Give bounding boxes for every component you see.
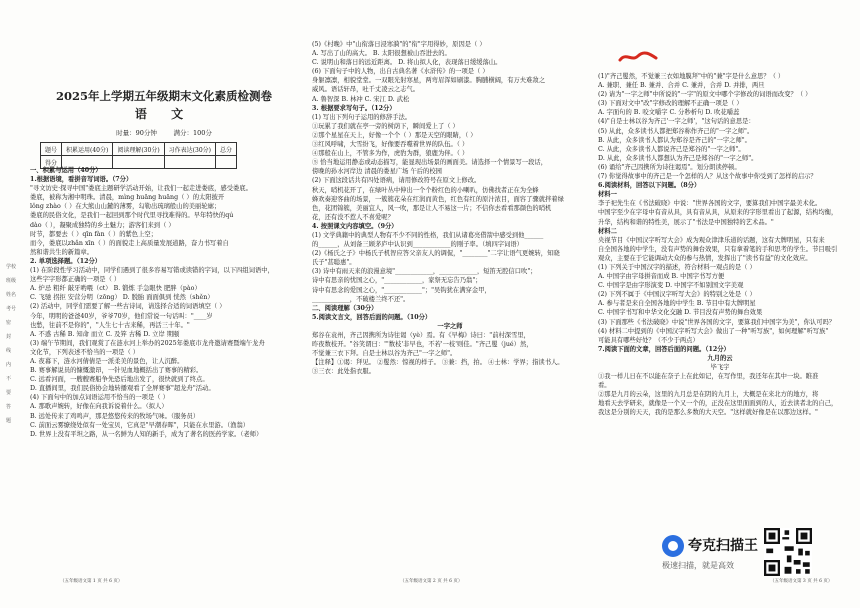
text-line: (3) 诗中有雨天来的浪漫意境"____________，____________，短笛无腔信口吹"；	[312, 268, 537, 276]
text-line: D. 直播间里，我们民俗协会地转播观看了全屏赛事"超龙舟"活动。	[30, 385, 215, 393]
text-line: 九月的云	[707, 354, 733, 362]
text-line: 6.阅读材料，回答以下问题。（8分）	[598, 182, 701, 190]
text-line: B. 赛事解说员的慷慨激昂，一针见血地概括出了赛事的精彩。	[30, 367, 203, 375]
text-line: (5) 从此，众多读书人都把郑谷称作齐己的"一字之师"。	[598, 127, 754, 135]
text-line: (4) 下面句中的加点词语运用不恰当的一项是（ ）	[30, 394, 169, 402]
text-line: 时节，都要去（ ）qīn fàn（ ）的紫色上空；	[30, 230, 157, 238]
text-line: C. 前面云雾缭绕处似有一处宝贝，它真是"早潮春晖"，只能在水里游。（渔翁）	[30, 421, 250, 429]
text-line: A. 鲁智深 B. 林冲 C. 宋江 D. 武松	[312, 95, 410, 103]
text-line: 花，还有没不惹人不喜爱呢？	[312, 213, 394, 221]
text-line: 娄底，被称为湘中明珠。清晨，mìng huāng huāng（ ）的太阳披开	[30, 194, 225, 202]
text-line: D. 从此，众多读书人都想认为齐己是郑谷的"一字之师"。	[598, 154, 758, 162]
text-line: (6) 诵给"齐己因携所为诗往谒焉"。划分朗读停顿。	[598, 163, 741, 171]
text-line: 傍晚的孙水河岸边 清晨的娄星广场 午后的校园	[312, 168, 442, 176]
page-footer-3: （五年级语文第 3 页 共 6 页）	[770, 579, 833, 584]
text-line: 这些字字形都正确的一项是（ ）	[30, 276, 121, 284]
text-line: C. 远看河面，一艘艘赛船争先恐后地出发了，很快就到了终点。	[30, 376, 209, 384]
text-line: D. 世界上没有平坦之路，从一名鲜为人知的新手，成为了著名的医药学家。（老师）	[30, 430, 263, 438]
exam-title: 2025年上学期五年级期末文化素质检测卷	[55, 89, 272, 103]
text-line: 央视节目《中国汉字听写大会》成为观众津津乐道的话题，这有大牌明星，只有来	[598, 236, 825, 244]
text-line: 氏子"甚聪惠"。	[312, 259, 356, 267]
text-line: 文化节，下列表述不恰当的一项是（ ）	[30, 348, 140, 356]
text-line: A. 兼职、兼任 B. 兼并、合并 C. 兼并，合并 D. 并排，两旦	[598, 82, 765, 90]
time-label: 时量：90分钟	[116, 129, 157, 137]
text-line: lǒng zhào（ ）在大熊山山麓的薄雾，勾勒出琉璃般山的美丽轮廓；	[30, 203, 221, 211]
text-line: 郑谷在袁州，齐己因携所为诗往谒（yè）焉。有《早梅》诗曰："前村深雪里，	[312, 332, 530, 339]
text-line: (3) 下面那些《书法破晓》中说"世界各国的文字，要算我们中国字为美"，你认可吗？	[598, 318, 836, 326]
text-line: A. 中国字由字母拼音而成 B. 中国字书写方便	[598, 273, 725, 281]
text-line: 5.阅读文言文，回答后面的问题。（10分）	[312, 313, 432, 321]
text-line: (1)"齐己矍然，不觉兼三衣如地膜拜"中的"兼"字是什么意思？（ ）	[598, 73, 785, 80]
text-line: ①玩累了我们就在亭一旁的树荫下，瞬间爱上了（ ）	[312, 122, 459, 130]
binding-margin-text: 学校 班级 姓名 考号 密 封 线 内 不 要 答 题	[6, 264, 17, 424]
scanner-tagline: 极速扫描，就是高效	[662, 561, 734, 570]
text-line: "寻文访史·探寻中国"娄底主题研学活动开始，让我们一起走进娄底，感受娄底。	[30, 185, 252, 193]
text-line: A. 那歌声婉转，好像在向我诉说着什么。（拟人）	[30, 403, 168, 411]
text-line: (7) 你觉得故事中的齐己是一个怎样的人？从这个故事中你受到了怎样的启示？	[598, 173, 817, 181]
text-line: 可能具有哪些好处？（不少于两点）	[598, 336, 699, 344]
text-line: 诗中有思念的爱国之心，"____________"；"吴钩犹在满穿金甲，	[312, 286, 491, 294]
text-line: ③三衣：此处指衣服。	[312, 368, 375, 376]
score-cell: 积累运用(40分)	[62, 143, 113, 156]
text-line: (5)《村晚》中"山衔落日浸寒漪"的"衔"字用得妙，原因是（ ）	[312, 41, 486, 48]
text-line: 昨夜数枝开。"谷笑谓曰："'数枝'非早也，不若'一枝'则佳。"齐己矍（jué）然，	[312, 341, 533, 349]
score-cell: 总分	[216, 143, 237, 156]
text-line: (3) 端午节期间，我们观赏了在涟水河上举办的2025年娄底市龙舟邀请赛暨端午龙舟	[30, 339, 265, 347]
text-line: C. 中国字书写和中华文化交融 D. 节目没有声势的舞台效果	[598, 309, 763, 317]
score-cell: 题号	[41, 143, 62, 156]
text-line: 的______，从刘备三顾茅庐中认识到____________的刚子率。（填四字词语）	[312, 241, 523, 249]
text-line: 自全国各地的中学生，没有声势的舞台效果，只有拿着笔的手和思考的学生。节目吸引	[598, 245, 838, 253]
text-line: 诗中有思亲的忧国之心，"____________，家祭无忘告乃翁"；	[312, 277, 482, 285]
text-line: (1) 在阶段性学习活动中，同学们遇到了很多容易写错或读错的字词，以下四组词语中，	[30, 267, 274, 275]
text-line: (2) 请为"一字之师"中所说的"一字"的原文中哪个字修改的词语而改变？（ ）	[598, 91, 812, 99]
text-line: (1) 下列关于中国汉字的描述，符合材料一观点的是（ ）	[598, 263, 756, 271]
score-table	[40, 142, 237, 169]
text-line: 1.根据语境，看拼音写词语。（7分）	[30, 176, 133, 184]
text-line: 2. 单项选择题。（12分）	[30, 257, 102, 265]
text-line: 而今，娄底以zhǎn xīn（ ）的面貌走上高质量发展道路，奋力书写着自	[30, 239, 229, 247]
text-line: 李子祀先生在《书法破晓》中说："世界各国的文字，要算我们中国字最美术化。	[598, 200, 822, 208]
text-line: 色，花团锦簇，美丽宜人，风一吹，那是让人不易这一片；不信你去看看那颜色的哨机	[312, 204, 552, 212]
text-line: 升华，结构和谐的特性美，展示了"书法是中国独特的艺术品。"	[598, 218, 774, 226]
score-cell: 习作表达(30分)	[164, 143, 215, 156]
page-footer-2: （五年级语文第 2 页 共 6 页）	[400, 579, 463, 584]
text-line: A. 字面句的 B. 咬文嚼字 C. 分秒析句 D. 吹花嚼蕊	[598, 109, 740, 117]
text-line: (1) 文学典籍中的典型人物有不少不同的性格，我们从诸葛亮借箭中感受到他______	[312, 231, 544, 239]
text-line: dào（ ），凝聚成独特的乡土魅力；游客们来到（ ）	[30, 221, 175, 229]
text-line: ④那般在山上，不管多为作，虎豹为群，狼鹿为伴。（ ）	[312, 150, 469, 158]
text-line: (3) 下面对文中"改"字修改的理解不正确一项是（ ）	[598, 100, 743, 108]
score-label: 满分：100分	[173, 129, 212, 137]
text-line: (4)"自是士林以谷为齐己'一字之师'，"这句话的意思是：	[598, 118, 755, 126]
text-line: A. 炉忌 粗纤 敲牙哟喂（ct） B. 锻炼 手急眼快 肥胖（pào）	[30, 285, 201, 293]
text-line: C. 说明山和落日的远近距离。 D. 将山拟人化，表现落日缓缓落山。	[312, 59, 502, 67]
exam-meta	[30, 128, 298, 137]
text-line: 一、积累与运用（40分）	[30, 167, 102, 174]
text-line: (4) 材料二中提到的《中国汉字听写大会》做出了一种"听写族"，如何理解"听写族"	[598, 327, 829, 335]
text-line: (1) 写出下列句子运用的修辞手法。	[312, 113, 412, 121]
text-line: 威风。语话轩昂，吐千丈凌云之志气。	[312, 86, 420, 94]
score-cell: 得分	[41, 156, 62, 169]
page-3-column	[598, 72, 842, 418]
text-line: (2)《杨氏之子》中杨氏子机智应答父亲友人的调侃，"________"二字让语气更婉转，知晓	[312, 250, 560, 258]
text-line: 然和谐共生的新篇章。	[30, 248, 93, 256]
text-line: 4. 按照课文内容填空。（9分）	[312, 222, 398, 230]
text-line: ____________，不破楼兰终不还"。	[312, 295, 410, 303]
text-line: (2) 活动中，同学们需要了解一些古诗词，请选择合适的词语填空（ ）	[30, 303, 226, 311]
text-line: ⑤ 恰当地运用静态或动态描写，能显现出场景的画面美。请选择一个情景写一段话，	[312, 159, 547, 167]
text-line: 身躯凛凛，相貌堂堂。一双眼光射寒星，两弯眉浑如刷漆。胸脯横阔，有万夫难敌之	[312, 77, 545, 85]
text-line: ②那是九月的云朵，这里的九月总是在阴的九月上，大概是在来北方的地方，将	[598, 391, 819, 399]
text-line: B. 从此，众多读书人都认为郑谷是齐己的"一字之师"。	[598, 136, 751, 144]
text-line: (2) 下列不属于《中国汉字听写大会》的特别之处是（ ）	[598, 291, 756, 299]
page-2-column	[312, 40, 588, 376]
text-line: 观众，主要在于它能调动大众的参与热情，发挥出了"读书有益"的文化效应。	[598, 254, 812, 262]
quark-logo-icon	[662, 535, 684, 557]
text-line: C. 飞驰 拐拒 安营分明（zōng） D. 脱胎 面面俱到 恍然（shěn）	[30, 294, 214, 302]
text-line: 不觉兼三衣下拜。自是士林以谷为齐己"一字之师"。	[312, 350, 457, 358]
page-footer-1: （五年级语文第 1 页 共 6 页）	[60, 579, 123, 584]
text-line: B. 远处传来了鸡鸣声，那是悠悠传来的牧场气味。（服务员）	[30, 412, 200, 420]
text-line: (2) 下面这段话共有四处语病，请用修改符号在原文上修改。	[312, 177, 481, 185]
text-line: 7.阅读下面的文章，回答后面的问题。（12分）	[598, 345, 730, 353]
text-line: 3. 根据要求写句子。（12分）	[312, 104, 396, 112]
text-line: ①我一样儿日在不以能在奈子上在此如记，在写作里，我还年在其中一块。睢准	[598, 373, 819, 381]
score-cell: 阅读理解(30分)	[113, 143, 164, 156]
text-line: 一字之师	[437, 322, 463, 330]
text-line: 也愁，往前不是你的"，"人生七十古来稀，再活三十年。"	[30, 321, 190, 329]
text-line: ②那个星星在天上，好像一个个（ ）那是天空的眼睛，（ ）	[312, 131, 477, 139]
scanner-brand: 夸克扫描王	[688, 538, 758, 554]
text-line: 蜂欢奏迎客曲的场景，一簇簇花朵在红润而黄色，红色有红的原汁浓目，面容了骤就拌着绿	[312, 195, 564, 203]
text-line: A. 写出了山的高大。 B. 太阳很想被山吞进去的。	[312, 50, 451, 58]
text-line: 毕飞宇	[710, 364, 730, 371]
text-line: 【注释】①谒：拜见。 ②矍然：惊视的样子。 ③兼：挡，拍。 ④士林：学界；指读书人。	[312, 359, 564, 367]
text-line: 秋天，哨机花开了，在绿叶丛中伸出一个个粉红色的小喇叭，仿佛找者正在为全蜂	[312, 186, 539, 194]
text-line: (6) 下面句子中的人物，出自古典名著《水浒传》的一项是（ ）	[312, 68, 489, 76]
text-line: 材料一	[598, 191, 617, 199]
qr-code-icon	[764, 528, 812, 576]
scanner-watermark	[662, 532, 758, 572]
text-line: A. 不惑 古稀 B. 知命 而立 C. 及笄 古稀 D. 立岸 期颐	[30, 330, 180, 338]
text-line: A. 参与者是来自全国各地的中学生 B. 节目中有大牌明星	[598, 300, 756, 308]
text-line: ③红风呼啸，大雪纷飞，好像要吞噬着世界的队伍。（ ）	[312, 141, 469, 149]
text-line: C. 中国字是由字形演变 D. 中国字不如别国文字美观	[598, 282, 744, 290]
text-line: 材料二	[598, 227, 617, 235]
text-line: 娄底的民俗文化，是我们一起回到那个时代里寻找难得的。早年特快的qú	[30, 212, 234, 220]
score-table-header	[41, 143, 237, 156]
text-line: 地看天去学研来，就像是一个又一个的，正没在这里面面到的人，近去读者北的自己，	[598, 400, 838, 408]
text-line: 二、阅读理解（30分）	[312, 304, 378, 312]
text-line: 看。	[598, 382, 611, 390]
exam-subject: 语 文	[134, 107, 194, 121]
text-line: C. 从此，众多读书人都说齐己是郑谷的"一字之师"。	[598, 145, 745, 153]
text-line: 中国字至少在字母中有音从具，具有音从具，从原来的字形里看出了起源，结构均衡，	[598, 209, 838, 217]
text-line: 今年，明明的爸爸40岁，爷爷70岁，他们常说一句话叫："____岁	[30, 312, 213, 320]
red-ink-mark	[618, 48, 658, 66]
text-line: 我这是分别的天天，我的是那么多数的大天空。"这样就好像是在以那边这样。"	[598, 409, 818, 417]
text-line: A. 夜幕下，涟水河倩倩是一派柔美的景色，让人沉醉。	[30, 357, 184, 365]
page-1-column	[30, 166, 298, 439]
